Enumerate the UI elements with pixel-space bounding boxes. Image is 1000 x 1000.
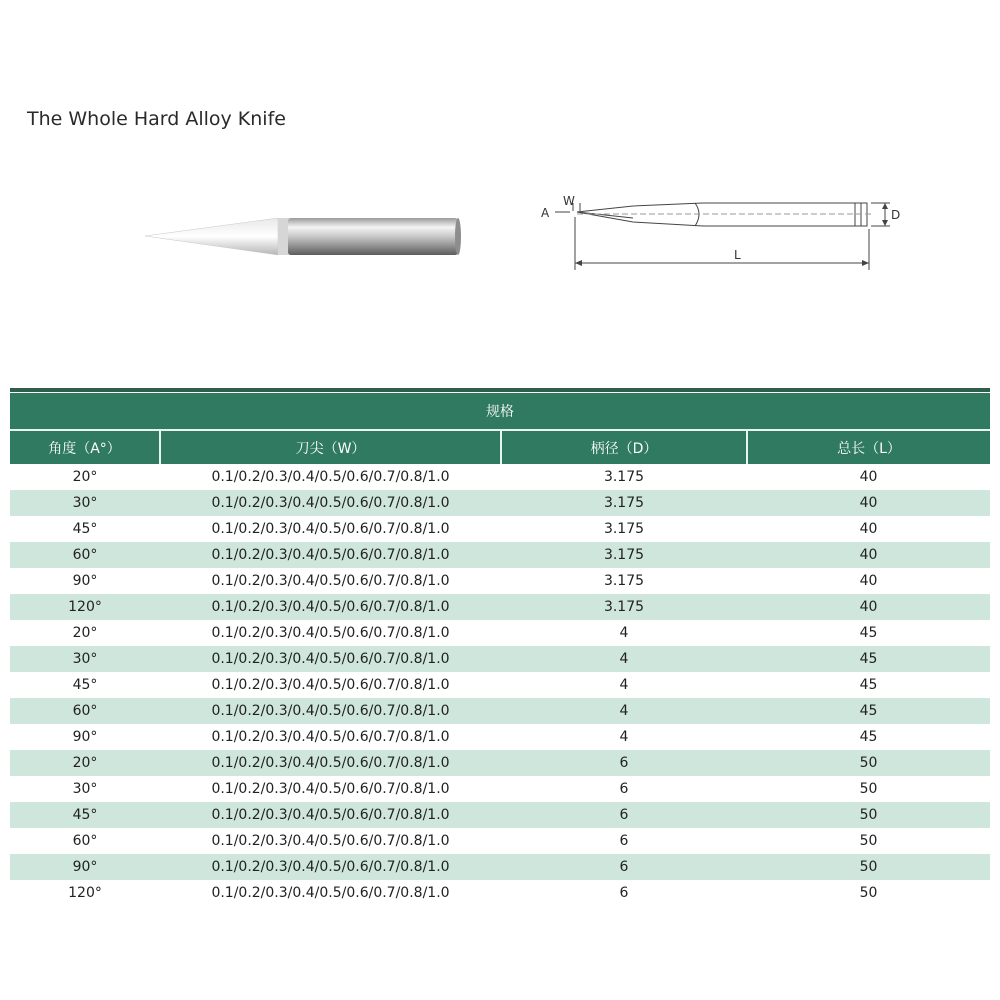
tip-cell: 0.1/0.2/0.3/0.4/0.5/0.6/0.7/0.8/1.0 [160, 568, 501, 594]
table-row [10, 594, 990, 620]
table-row [10, 802, 990, 828]
tip-cell: 0.1/0.2/0.3/0.4/0.5/0.6/0.7/0.8/1.0 [160, 724, 501, 750]
tip-cell: 0.1/0.2/0.3/0.4/0.5/0.6/0.7/0.8/1.0 [160, 516, 501, 542]
column-header-tip: 刀尖（W） [160, 430, 501, 464]
tip-cell: 0.1/0.2/0.3/0.4/0.5/0.6/0.7/0.8/1.0 [160, 802, 501, 828]
shank-diameter-cell: 3.175 [501, 568, 747, 594]
total-length-cell: 45 [747, 620, 990, 646]
total-length-cell: 45 [747, 724, 990, 750]
table-row [10, 776, 990, 802]
tip-cell: 0.1/0.2/0.3/0.4/0.5/0.6/0.7/0.8/1.0 [160, 620, 501, 646]
shank-diameter-cell: 6 [501, 880, 747, 906]
tip-cell: 0.1/0.2/0.3/0.4/0.5/0.6/0.7/0.8/1.0 [160, 464, 501, 490]
dimension-drawing [535, 185, 915, 275]
angle-cell: 30° [10, 490, 160, 516]
angle-cell: 60° [10, 828, 160, 854]
table-body [10, 464, 990, 906]
drawing-label-l: L [734, 248, 741, 262]
tip-cell: 0.1/0.2/0.3/0.4/0.5/0.6/0.7/0.8/1.0 [160, 828, 501, 854]
shank-diameter-cell: 6 [501, 776, 747, 802]
table-row [10, 646, 990, 672]
shank-diameter-cell: 4 [501, 646, 747, 672]
shank-diameter-cell: 4 [501, 724, 747, 750]
total-length-cell: 50 [747, 880, 990, 906]
drawing-label-a: A [541, 206, 550, 220]
shank-diameter-cell: 6 [501, 750, 747, 776]
angle-cell: 90° [10, 854, 160, 880]
shank-diameter-cell: 3.175 [501, 464, 747, 490]
angle-cell: 45° [10, 672, 160, 698]
table-row [10, 568, 990, 594]
angle-cell: 20° [10, 620, 160, 646]
drawing-label-d: D [891, 208, 901, 222]
total-length-cell: 40 [747, 490, 990, 516]
tip-cell: 0.1/0.2/0.3/0.4/0.5/0.6/0.7/0.8/1.0 [160, 776, 501, 802]
column-header-shank-diameter: 柄径（D） [501, 430, 747, 464]
table-row [10, 672, 990, 698]
table-row [10, 542, 990, 568]
shank-diameter-cell: 6 [501, 854, 747, 880]
table-row [10, 464, 990, 490]
table-row [10, 880, 990, 906]
angle-cell: 20° [10, 750, 160, 776]
tip-cell: 0.1/0.2/0.3/0.4/0.5/0.6/0.7/0.8/1.0 [160, 672, 501, 698]
table-row [10, 698, 990, 724]
total-length-cell: 45 [747, 672, 990, 698]
total-length-cell: 50 [747, 776, 990, 802]
column-header-total-length: 总长（L） [747, 430, 990, 464]
shank-diameter-cell: 6 [501, 802, 747, 828]
spec-table-section [10, 388, 990, 906]
page-title: The Whole Hard Alloy Knife [27, 108, 286, 130]
spec-table [10, 393, 990, 906]
table-row [10, 724, 990, 750]
total-length-cell: 50 [747, 802, 990, 828]
tip-cell: 0.1/0.2/0.3/0.4/0.5/0.6/0.7/0.8/1.0 [160, 542, 501, 568]
shank-diameter-cell: 3.175 [501, 542, 747, 568]
column-header-row [10, 430, 990, 464]
angle-cell: 120° [10, 594, 160, 620]
tip-cell: 0.1/0.2/0.3/0.4/0.5/0.6/0.7/0.8/1.0 [160, 750, 501, 776]
angle-cell: 60° [10, 542, 160, 568]
shank-diameter-cell: 6 [501, 828, 747, 854]
angle-cell: 90° [10, 724, 160, 750]
table-row [10, 490, 990, 516]
total-length-cell: 40 [747, 568, 990, 594]
angle-cell: 20° [10, 464, 160, 490]
total-length-cell: 40 [747, 542, 990, 568]
shank-diameter-cell: 4 [501, 698, 747, 724]
shank-diameter-cell: 3.175 [501, 490, 747, 516]
total-length-cell: 45 [747, 646, 990, 672]
shank-diameter-cell: 3.175 [501, 594, 747, 620]
total-length-cell: 40 [747, 594, 990, 620]
angle-cell: 45° [10, 802, 160, 828]
total-length-cell: 45 [747, 698, 990, 724]
tip-cell: 0.1/0.2/0.3/0.4/0.5/0.6/0.7/0.8/1.0 [160, 854, 501, 880]
shank-diameter-cell: 4 [501, 620, 747, 646]
table-row [10, 750, 990, 776]
total-length-cell: 50 [747, 854, 990, 880]
knife-photo [140, 205, 470, 265]
angle-cell: 30° [10, 776, 160, 802]
angle-cell: 30° [10, 646, 160, 672]
tip-cell: 0.1/0.2/0.3/0.4/0.5/0.6/0.7/0.8/1.0 [160, 880, 501, 906]
column-header-angle: 角度（A°） [10, 430, 160, 464]
shank-diameter-cell: 4 [501, 672, 747, 698]
total-length-cell: 40 [747, 464, 990, 490]
angle-cell: 45° [10, 516, 160, 542]
tip-cell: 0.1/0.2/0.3/0.4/0.5/0.6/0.7/0.8/1.0 [160, 594, 501, 620]
total-length-cell: 40 [747, 516, 990, 542]
total-length-cell: 50 [747, 750, 990, 776]
total-length-cell: 50 [747, 828, 990, 854]
table-row [10, 854, 990, 880]
drawing-label-w: W [563, 194, 575, 208]
tip-cell: 0.1/0.2/0.3/0.4/0.5/0.6/0.7/0.8/1.0 [160, 490, 501, 516]
tip-cell: 0.1/0.2/0.3/0.4/0.5/0.6/0.7/0.8/1.0 [160, 646, 501, 672]
table-group-header: 规格 [10, 393, 990, 430]
table-row [10, 620, 990, 646]
shank-diameter-cell: 3.175 [501, 516, 747, 542]
angle-cell: 90° [10, 568, 160, 594]
divider [10, 388, 990, 392]
table-row [10, 828, 990, 854]
angle-cell: 120° [10, 880, 160, 906]
table-row [10, 516, 990, 542]
tip-cell: 0.1/0.2/0.3/0.4/0.5/0.6/0.7/0.8/1.0 [160, 698, 501, 724]
angle-cell: 60° [10, 698, 160, 724]
